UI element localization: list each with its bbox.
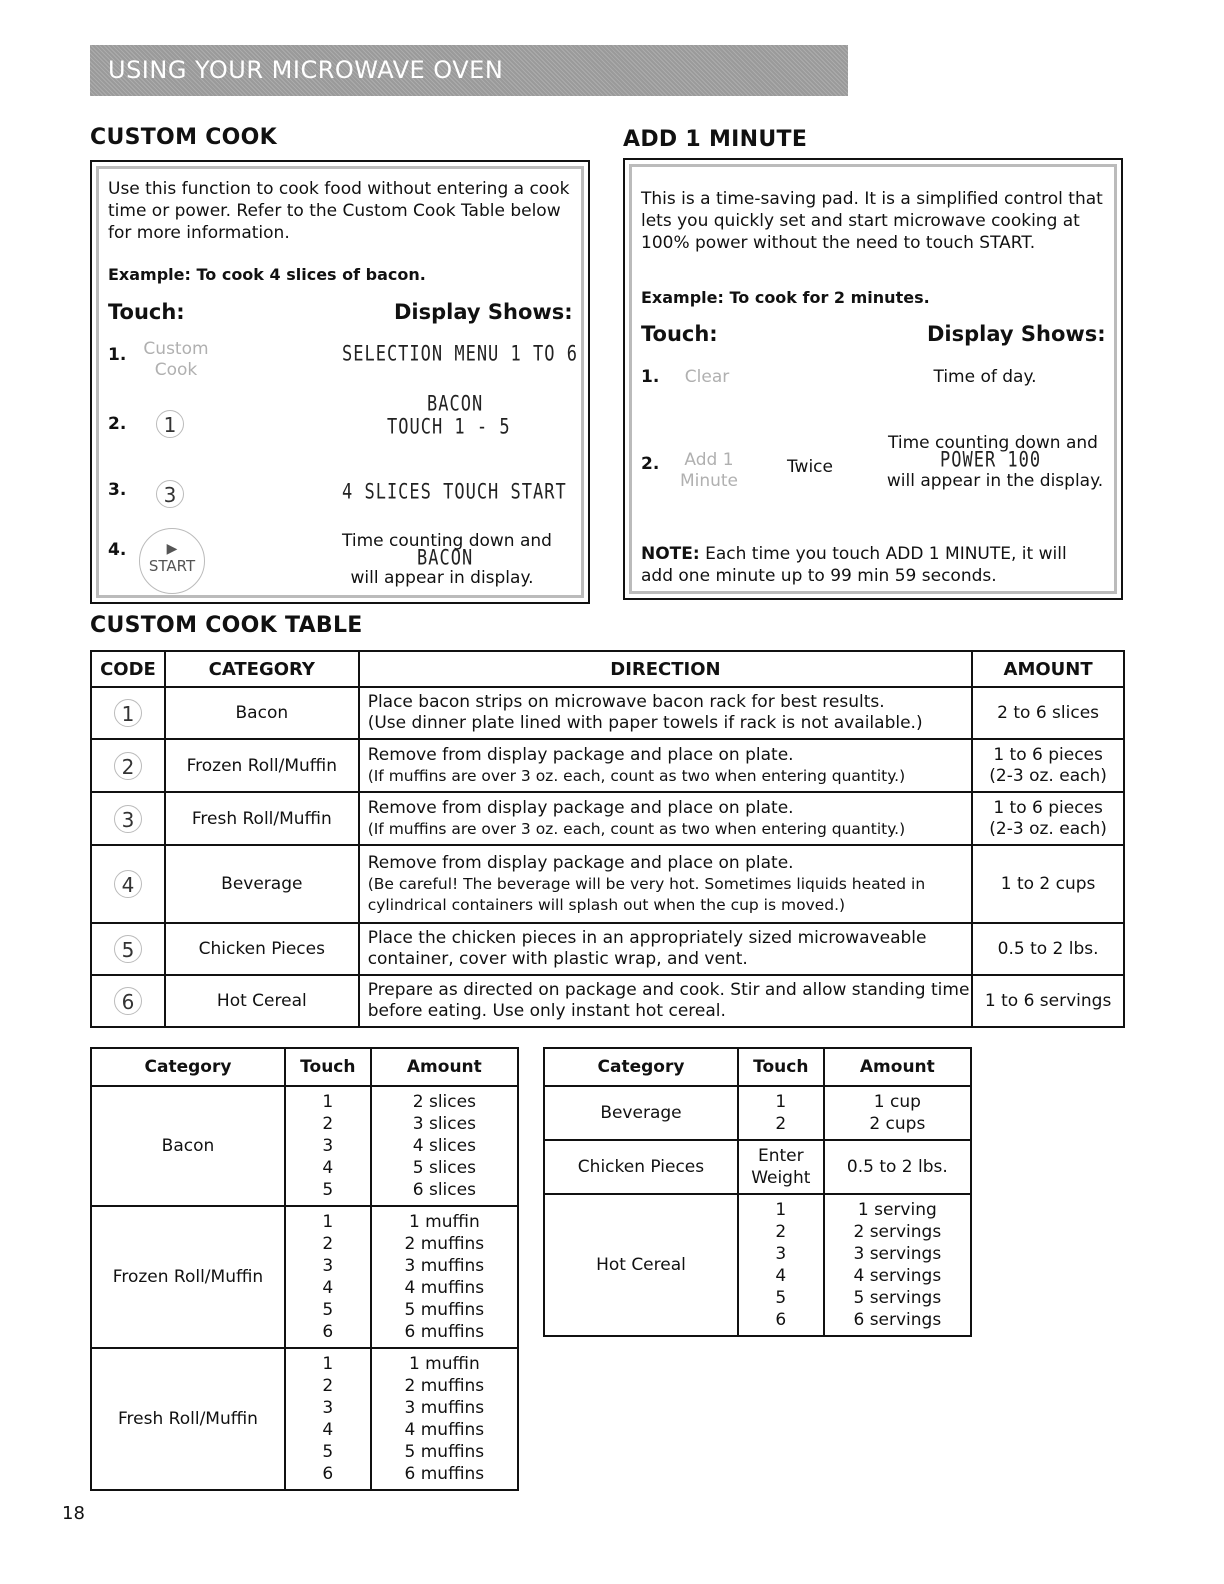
table-row — [91, 792, 1124, 845]
category-cell: Chicken Pieces — [165, 923, 359, 975]
direction-main: Prepare as directed on package and cook. Stir and allow standing time before eating. Use only instant hot cereal. — [367, 980, 970, 1021]
add-minute-note — [641, 543, 1091, 587]
table-row — [544, 1140, 971, 1194]
custom-cook-title: CUSTOM COOK — [90, 125, 278, 150]
touch-header: Touch: — [641, 322, 718, 346]
amount-cell: 0.5 to 2 lbs. — [824, 1140, 971, 1194]
category-cell: Fresh Roll/Muffin — [91, 1348, 285, 1490]
column-header: Touch — [738, 1048, 824, 1086]
step-number: 2. — [641, 454, 660, 474]
code-cell — [91, 975, 165, 1027]
page-number: 18 — [62, 1503, 85, 1524]
step-number: 1. — [641, 367, 660, 387]
direction-main: Remove from display package and place on plate. — [367, 797, 794, 818]
table-header-row — [91, 1048, 518, 1086]
direction-note: (Be careful! The beverage will be very hot. Sometimes liquids heated in cylindrical containers will splash out when the cup is moved.) — [367, 874, 926, 914]
step-number: 4. — [108, 540, 127, 560]
table-row — [91, 845, 1124, 923]
add-minute-box — [623, 158, 1123, 600]
clear-pad[interactable]: Clear — [684, 367, 730, 387]
number-pad-1[interactable]: 1 — [156, 410, 184, 438]
note-label: NOTE: — [641, 544, 700, 564]
column-header: AMOUNT — [972, 651, 1124, 687]
touch-cell: Enter Weight — [738, 1140, 824, 1194]
direction-note: (If muffins are over 3 oz. each, count as two when entering quantity.) — [367, 819, 906, 838]
add-minute-title: ADD 1 MINUTE — [623, 127, 808, 152]
amount-cell: 1 to 6 servings — [972, 975, 1124, 1027]
add-minute-pad[interactable]: Add 1 Minute — [679, 450, 739, 491]
direction-cell — [359, 923, 972, 975]
display-header: Display Shows: — [394, 300, 573, 324]
code-circle: 4 — [114, 870, 142, 898]
lcd-display: 4 SLICES TOUCH START — [342, 479, 567, 505]
custom-cook-table-title: CUSTOM COOK TABLE — [90, 613, 363, 638]
touch-cell: 1 2 3 4 5 6 — [285, 1206, 371, 1348]
number-pad-3[interactable]: 3 — [156, 480, 184, 508]
category-cell: Bacon — [165, 687, 359, 739]
step-number: 2. — [108, 414, 127, 434]
direction-note: (Use dinner plate lined with paper towels if rack is not available.) — [367, 713, 923, 733]
category-cell: Fresh Roll/Muffin — [165, 792, 359, 845]
code-cell — [91, 792, 165, 845]
table-row — [91, 1348, 518, 1490]
code-cell — [91, 923, 165, 975]
table-row — [91, 923, 1124, 975]
code-cell — [91, 845, 165, 923]
amount-cell: 0.5 to 2 lbs. — [972, 923, 1124, 975]
direction-main: Remove from display package and place on plate. — [367, 744, 794, 765]
code-circle: 6 — [114, 987, 142, 1015]
table-row — [544, 1194, 971, 1336]
direction-main: Place bacon strips on microwave bacon rack for best results. — [367, 692, 885, 712]
twice-label: Twice — [786, 457, 833, 477]
category-cell: Chicken Pieces — [544, 1140, 738, 1194]
amount-cell: 1 serving 2 servings 3 servings 4 servings 5 servings 6 servings — [824, 1194, 971, 1336]
touch-cell: 1 2 3 4 5 6 — [285, 1348, 371, 1490]
add-minute-intro: This is a time-saving pad. It is a simplified control that lets you quickly set and start microwave cooking at 100% power without the need to touch START. — [641, 189, 1103, 253]
column-header: Category — [91, 1048, 285, 1086]
category-cell: Frozen Roll/Muffin — [91, 1206, 285, 1348]
display-text: will appear in the display. — [886, 471, 1104, 491]
touch-header: Touch: — [108, 300, 185, 324]
column-header: Category — [544, 1048, 738, 1086]
code-circle: 1 — [114, 699, 142, 727]
step-number: 1. — [108, 345, 127, 365]
lcd-display: TOUCH 1 - 5 — [387, 414, 511, 440]
column-header: Touch — [285, 1048, 371, 1086]
table-row — [91, 687, 1124, 739]
column-header: DIRECTION — [359, 651, 972, 687]
amount-cell: 1 cup 2 cups — [824, 1086, 971, 1140]
code-cell — [91, 687, 165, 739]
step-number: 3. — [108, 480, 127, 500]
code-circle: 2 — [114, 752, 142, 780]
amount-cell: 1 to 6 pieces (2-3 oz. each) — [972, 792, 1124, 845]
custom-cook-intro: Use this function to cook food without entering a cook time or power. Refer to the Custom Cook Table below for more information. — [108, 179, 570, 243]
display-text: Time of day. — [933, 367, 1037, 387]
category-cell: Beverage — [544, 1086, 738, 1140]
table-header-row — [91, 651, 1124, 687]
direction-main: Remove from display package and place on plate. — [367, 852, 794, 873]
category-cell: Frozen Roll/Muffin — [165, 739, 359, 792]
table-row — [91, 739, 1124, 792]
lcd-display: POWER 100 — [940, 447, 1042, 473]
touch-cell: 1 2 3 4 5 6 — [738, 1194, 824, 1336]
section-banner: USING YOUR MICROWAVE OVEN — [90, 45, 848, 96]
custom-cook-example: Example: To cook 4 slices of bacon. — [108, 265, 426, 284]
column-header: CATEGORY — [165, 651, 359, 687]
direction-cell — [359, 792, 972, 845]
category-cell: Hot Cereal — [165, 975, 359, 1027]
direction-cell — [359, 687, 972, 739]
direction-note: (If muffins are over 3 oz. each, count as two when entering quantity.) — [367, 766, 906, 785]
display-text: will appear in display. — [350, 568, 534, 588]
direction-cell — [359, 845, 972, 923]
custom-cook-box — [90, 160, 590, 604]
custom-cook-table — [90, 650, 1125, 1028]
direction-cell — [359, 975, 972, 1027]
left-amount-table — [90, 1047, 519, 1491]
add-minute-example: Example: To cook for 2 minutes. — [641, 288, 930, 307]
direction-cell — [359, 739, 972, 792]
lcd-display: BACON — [417, 545, 474, 571]
amount-cell: 2 to 6 slices — [972, 687, 1124, 739]
table-row — [91, 1086, 518, 1206]
amount-cell: 1 muffin 2 muffins 3 muffins 4 muffins 5 muffins 6 muffins — [371, 1206, 518, 1348]
code-cell — [91, 739, 165, 792]
table-header-row — [544, 1048, 971, 1086]
column-header: Amount — [824, 1048, 971, 1086]
direction-main: Place the chicken pieces in an appropriately sized microwaveable container, cover with plastic wrap, and vent. — [367, 928, 927, 969]
play-icon: ▶ — [166, 541, 178, 557]
amount-cell: 2 slices 3 slices 4 slices 5 slices 6 slices — [371, 1086, 518, 1206]
display-text: Time counting down and — [888, 433, 1098, 453]
category-cell: Bacon — [91, 1086, 285, 1206]
code-circle: 3 — [114, 805, 142, 833]
column-header: Amount — [371, 1048, 518, 1086]
display-text: Time counting down and — [342, 531, 552, 551]
code-circle: 5 — [114, 935, 142, 963]
display-header: Display Shows: — [927, 322, 1106, 346]
touch-cell: 1 2 — [738, 1086, 824, 1140]
table-row — [91, 1206, 518, 1348]
lcd-display: BACON — [427, 391, 484, 417]
note-text: Each time you touch ADD 1 MINUTE, it will add one minute up to 99 min 59 seconds. — [641, 544, 1067, 586]
right-amount-table — [543, 1047, 972, 1337]
table-row — [544, 1086, 971, 1140]
amount-cell: 1 to 6 pieces (2-3 oz. each) — [972, 739, 1124, 792]
touch-cell: 1 2 3 4 5 — [285, 1086, 371, 1206]
table-row — [91, 975, 1124, 1027]
category-cell: Beverage — [165, 845, 359, 923]
amount-cell: 1 muffin 2 muffins 3 muffins 4 muffins 5 muffins 6 muffins — [371, 1348, 518, 1490]
start-label: START — [148, 557, 196, 575]
lcd-display: SELECTION MENU 1 TO 6 — [342, 341, 578, 367]
amount-cell: 1 to 2 cups — [972, 845, 1124, 923]
custom-cook-pad[interactable]: Custom Cook — [143, 339, 209, 380]
column-header: CODE — [91, 651, 165, 687]
category-cell: Hot Cereal — [544, 1194, 738, 1336]
start-button[interactable] — [139, 528, 205, 594]
